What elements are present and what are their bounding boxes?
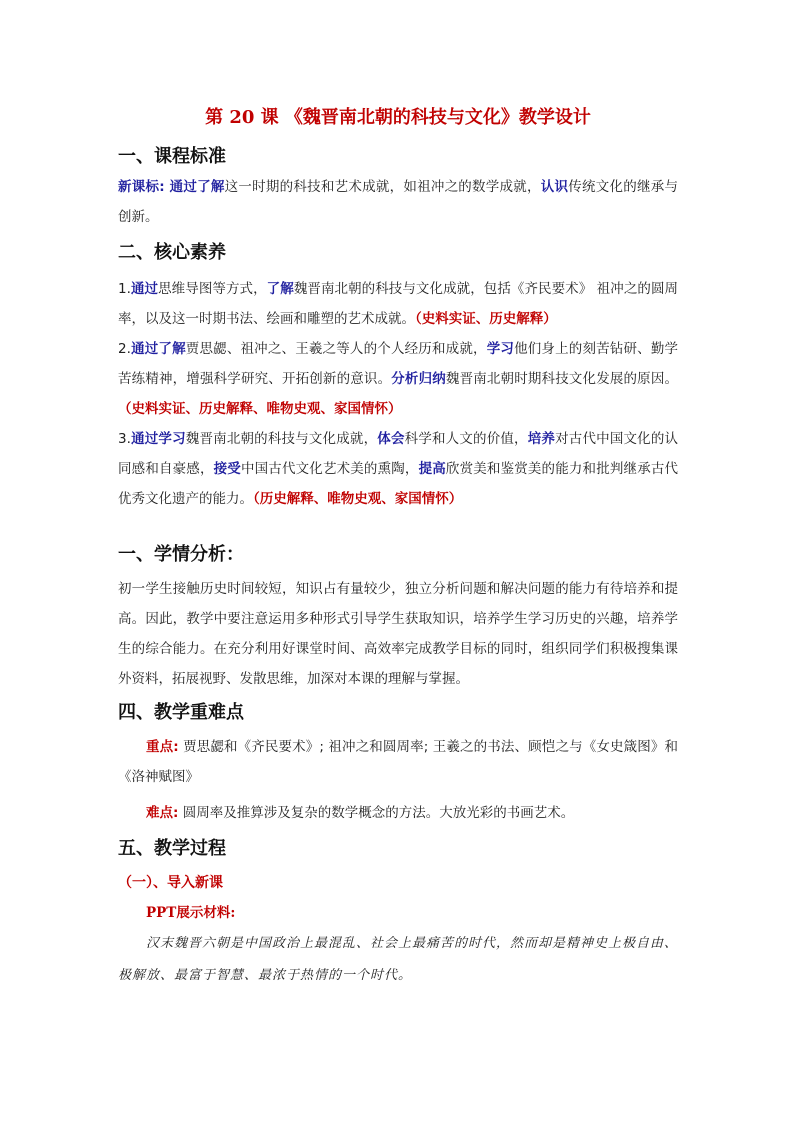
text: 欣赏美和鉴赏美的能力和批判继承古代优秀文化遗产的能力。: [118, 461, 679, 507]
curriculum-standard-paragraph: [118, 172, 678, 232]
keyword-tongguo-liaojie: 通过了解: [169, 179, 225, 195]
key-points-paragraph: [118, 732, 678, 792]
text: 中国古代文化艺术美的熏陶，: [240, 461, 419, 477]
text: 他们身上的刻苦钻研、勤学苦练精神，增强科学研究、开拓创新的意识。: [118, 341, 679, 387]
document-body: [118, 104, 678, 992]
text: 这一时期的科技和艺术成就，如祖冲之的数学成就，: [224, 179, 541, 195]
keyword: 提高: [418, 461, 446, 477]
core-literacy-item-3: [118, 424, 678, 514]
literacy-tags: （历史解释、唯物史观、家国情怀）: [253, 491, 463, 507]
item-number: 2.: [118, 341, 131, 357]
document-title: 第 20 课 《魏晋南北朝的科技与文化》教学设计: [205, 107, 591, 128]
section-heading-key-difficult: 四、教学重难点: [118, 702, 244, 723]
text: 思维导图等方式，: [158, 281, 267, 297]
subsection-intro: （一）、导入新课: [118, 875, 223, 891]
difficult-points-paragraph: [118, 798, 678, 828]
text: 科学和人文的价值，: [404, 431, 528, 447]
ppt-material-label: PPT展示材料:: [146, 905, 236, 921]
text: 贾思勰、祖冲之、王羲之等人的个人经历和成就，: [185, 341, 487, 357]
item-number: 3.: [118, 431, 131, 447]
key-points-label: 重点:: [146, 739, 179, 755]
item-number: 1.: [118, 281, 131, 297]
section-heading-teaching-process: 五、教学过程: [118, 838, 226, 859]
keyword: 培养: [527, 431, 556, 447]
keyword: 了解: [266, 281, 294, 297]
colon: :: [159, 179, 170, 195]
keyword: 通过了解: [130, 341, 186, 357]
ppt-quote: 汉末魏晋六朝是中国政治上最混乱、社会上最痛苦的时代，然而却是精神史上极自由、极解放、最富于智慧、最浓于热情的一个时代。: [118, 936, 679, 983]
keyword: 体会: [377, 431, 405, 447]
keyword-renshi: 认识: [540, 179, 569, 195]
section-heading-core-literacy: 二、核心素养: [118, 242, 226, 263]
keyword: 通过: [130, 281, 159, 297]
text: 传统文化的继承与创新。: [118, 179, 679, 225]
difficult-points-label: 难点:: [146, 805, 179, 821]
text: 魏晋南北朝的科技与文化成就，: [185, 431, 378, 447]
keyword: 通过学习: [130, 431, 186, 447]
keyword: 分析归纳: [391, 371, 446, 387]
text: 魏晋南北朝时期科技文化发展的原因。: [445, 371, 679, 387]
key-points-text: 贾思勰和《齐民要术》; 祖冲之和圆周率; 王羲之的书法、顾恺之与《女史箴图》和《洛神赋图》: [118, 739, 678, 785]
section-heading-curriculum: 一、课程标准: [118, 146, 226, 167]
difficult-points-text: 圆周率及推算涉及复杂的数学概念的方法。大放光彩的书画艺术。: [178, 805, 575, 821]
learner-analysis-paragraph: 初一学生接触历史时间较短，知识占有量较少，独立分析问题和解决问题的能力有待培养和提高。因此，教学中要注意运用多种形式引导学生获取知识，培养学生学习历史的兴趣，培养学生的综合能力。在充分利用好课堂时间、高效率完成教学目标的同时，组织同学们积极搜集课外资料，拓展视野、发散思维，加深对本课的理解与掌握。: [118, 581, 678, 687]
literacy-tags: （史料实证、历史解释、唯物史观、家国情怀）: [118, 401, 402, 417]
core-literacy-item-1: [118, 274, 678, 334]
core-literacy-item-2: [118, 334, 678, 424]
text: 魏晋南北朝的科技与文化成就，包括《齐民要术》 祖冲之的圆周率，以及这一时期书法、绘画和雕塑的艺术成就。: [118, 281, 679, 327]
keyword: 学习: [486, 341, 515, 357]
label-new-standard: 新课标: [118, 179, 160, 195]
keyword: 接受: [213, 461, 241, 477]
text: 对古代中国文化的认同感和自豪感，: [118, 431, 679, 477]
section-heading-learner-analysis: 一、学情分析：: [118, 544, 244, 565]
literacy-tags: （史料实证、历史解释）: [415, 311, 557, 327]
